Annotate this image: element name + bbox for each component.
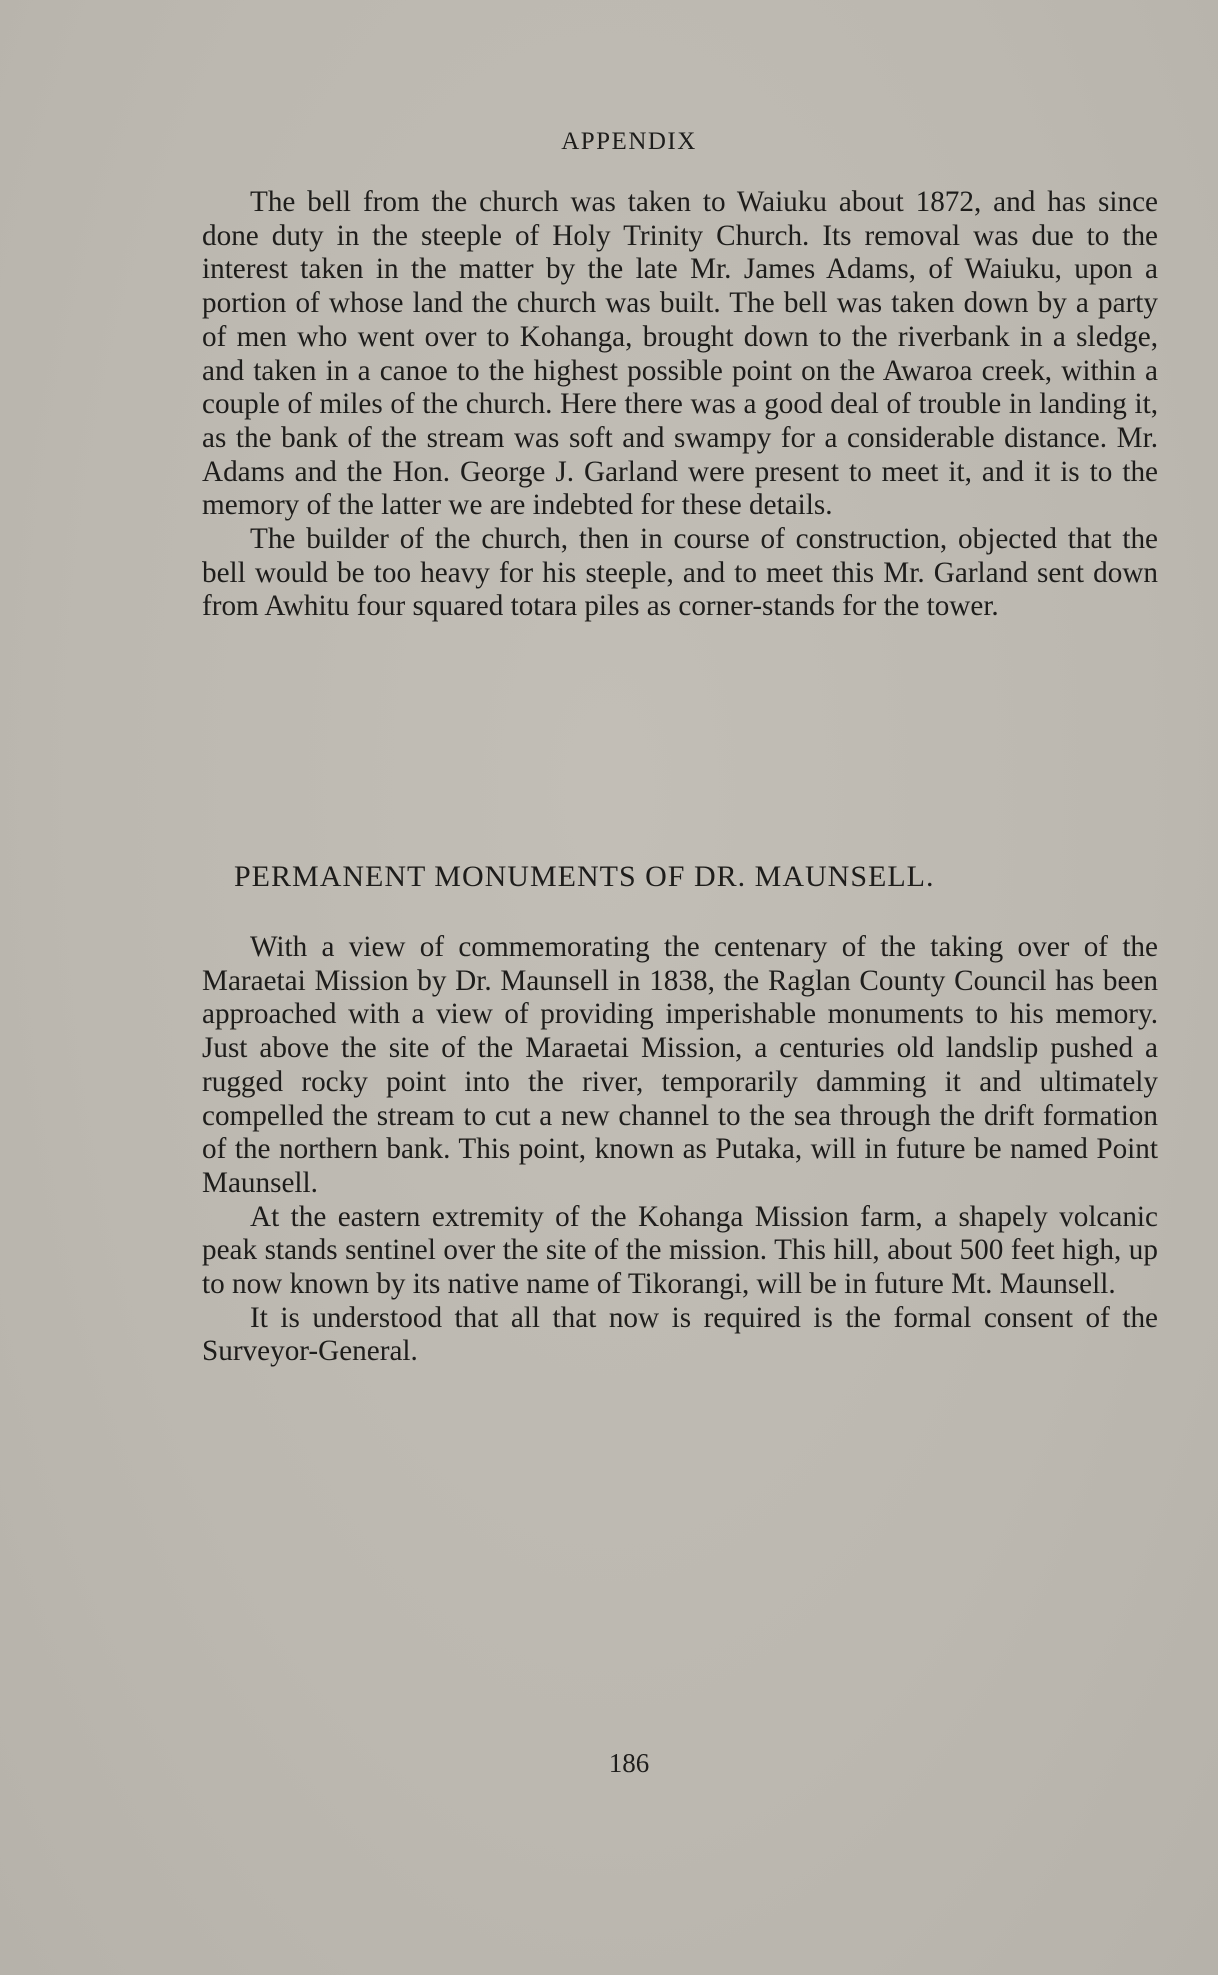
- paragraph-surveyor-consent: It is understood that all that now is required is the formal consent of the Surveyor-General.: [202, 1301, 1158, 1368]
- paragraph-church-builder: The builder of the church, then in course of construction, objected that the bell would be too heavy for his steeple, and to meet this Mr. Garland sent down from Awhitu four squared totara piles as corner-stands for the tower.: [202, 523, 1158, 623]
- appendix-text-block: [202, 186, 1158, 624]
- page-number: 186: [608, 1748, 650, 1778]
- running-head: APPENDIX: [561, 128, 697, 155]
- paragraph-bell-removal: The bell from the church was taken to Waiuku about 1872, and has since done duty in the steeple of Holy Trinity Church. Its removal was due to the interest taken in the matter by the late Mr. James Adams, of Waiuku, upon a portion of whose land the church was built. The bell was taken down by a party of men who went over to Kohanga, brought down to the riverbank in a sledge, and taken in a canoe to the highest possible point on the Awaroa creek, within a couple of miles of the church. Here there was a good deal of trouble in landing it, as the bank of the stream was soft and swampy for a considerable distance. Mr. Adams and the Hon. George J. Garland were present to meet it, and it is to the memory of the latter we are indebted for these details.: [202, 186, 1158, 522]
- paragraph-mt-maunsell: At the eastern extremity of the Kohanga Mission farm, a shapely volcanic peak stands sentinel over the site of the mission. This hill, about 500 feet high, up to now known by its native name of Tikorangi, will be in future Mt. Maunsell.: [202, 1200, 1158, 1301]
- section-heading: PERMANENT MONUMENTS OF DR. MAUNSELL.: [234, 860, 935, 893]
- paragraph-point-maunsell: With a view of commemorating the centenary of the taking over of the Maraetai Mission by Dr. Maunsell in 1838, the Raglan County Council has been approached with a view of providing imperishable monuments to his memory. Just above the site of the Maraetai Mission, a centuries old landslip pushed a rugged rocky point into the river, temporarily damming it and ultimately compelled the stream to cut a new channel to the sea through the drift formation of the northern bank. This point, known as Putaka, will in future be named Point Maunsell.: [202, 931, 1158, 1199]
- monuments-text-block: [202, 931, 1158, 1369]
